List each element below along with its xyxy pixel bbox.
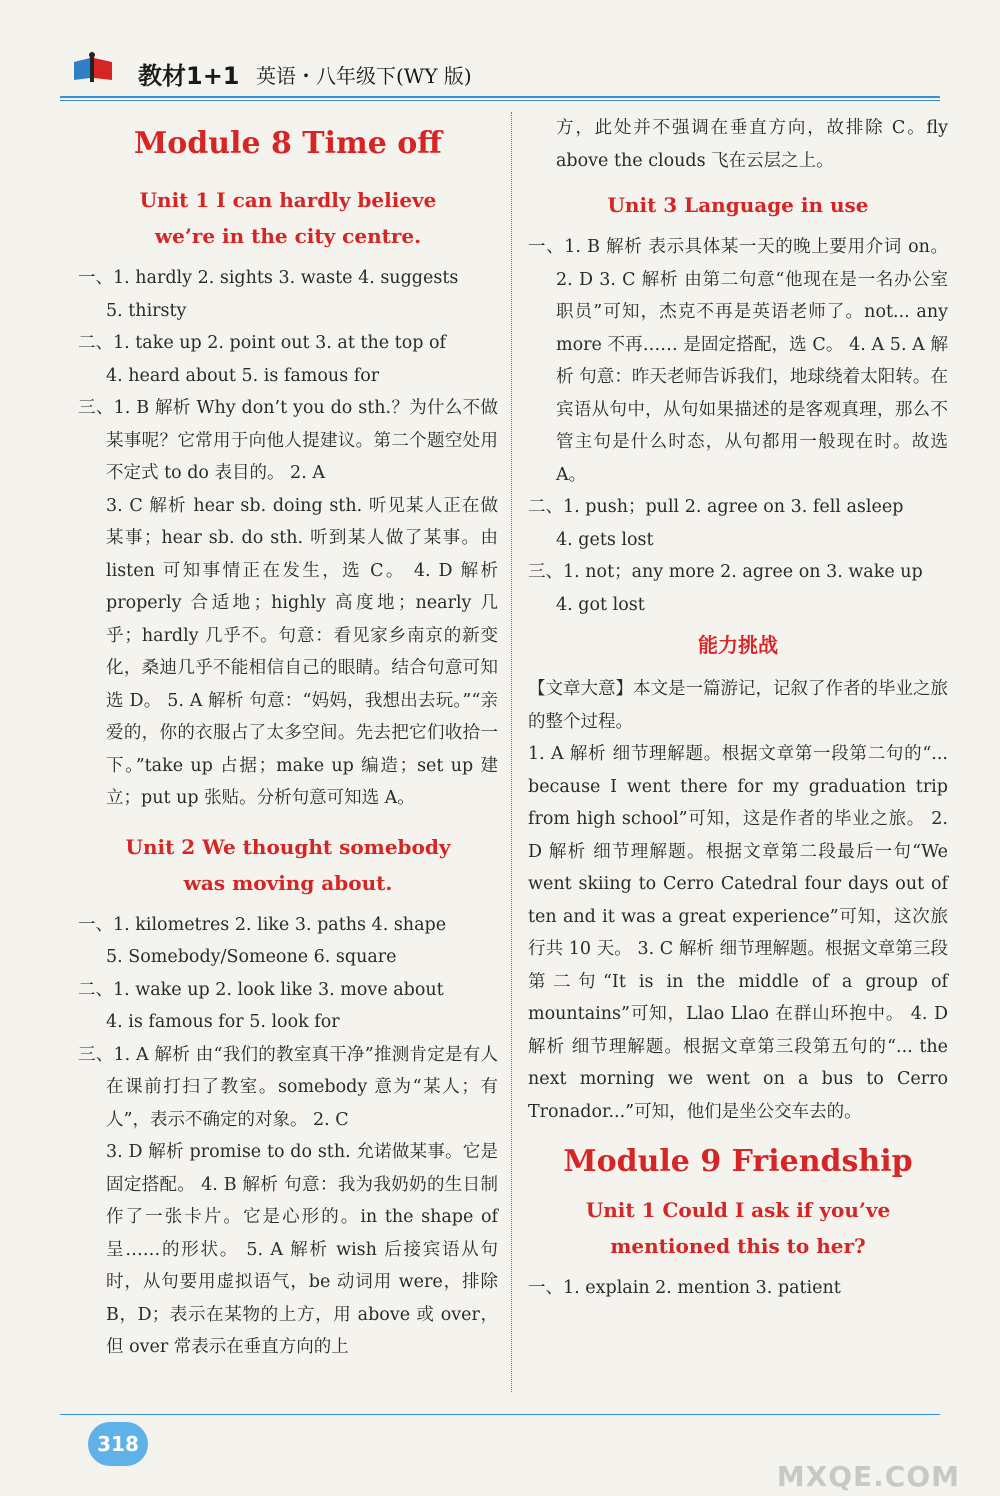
article-summary: 【文章大意】本文是一篇游记，记叙了作者的毕业之旅的整个过程。 [528,679,948,732]
module-8-title: Module 8 Time off [134,126,442,161]
left-column [78,112,498,1364]
page-number: 318 [88,1422,148,1466]
unit-3-title: Unit 3 Language in use [607,193,869,217]
answer-line: 一、1. hardly 2. sights 3. waste 4. suggests [78,268,459,288]
unit-1-title [78,182,498,254]
book-logo-icon [70,52,116,86]
challenge-title: 能力挑战 [698,633,778,657]
answer-line: 一、1. kilometres 2. like 3. paths 4. shape [78,914,447,935]
right-column [528,112,948,1305]
module-9-unit-1-title-line2: mentioned this to her? [610,1234,866,1258]
answer-line: 三、1. not；any more 2. agree on 3. wake up [528,562,923,582]
answer-line: 二、1. take up 2. point out 3. at the top of [78,333,447,353]
footer-rule [60,1414,940,1415]
watermark-text: MXQE.COM [776,1460,960,1493]
answer-line: 5. Somebody/Someone 6. square [106,947,397,967]
answer-line: 二、1. wake up 2. look like 3. move about [78,979,444,1000]
answer-line: 4. is famous for 5. look for [106,1012,340,1032]
module-9-title: Module 9 Friendship [563,1144,913,1179]
answer-line: 5. thirsty [106,300,187,321]
answer-line: 4. heard about 5. is famous for [106,365,380,386]
unit-2-title-line2: was moving about. [183,870,393,895]
unit-1-title-line1: Unit 1 I can hardly believe [139,188,437,212]
answer-paragraph: 三、1. B 解析 Why don’t you do sth.？为什么不做某事呢？它常用于向他人提建议。第二个题空处用不定式 to do 表目的。 2. A [78,398,498,483]
answer-paragraph: 三、1. A 解析 由“我们的教室真干净”推测肯定是有人在课前打扫了教室。somebody 意为“某人；有人”，表示不确定的对象。 2. C [78,1044,498,1130]
unit-2-title [78,829,498,901]
answer-paragraph: 3. D 解析 promise to do sth. 允诺做某事。它是固定搭配。 4. B 解析 句意：我为我奶奶的生日制作了一张卡片。它是心形的。in the shape of 呈……的形状。 5. A 解析 wish 后接宾语从句时，从句要用虚拟语气，be 动词用 were，排除 B，D；表示在某物的上方，用 above 或 over，但 over 常表示在垂直方向的上 [106,1142,498,1357]
unit-2-title-line1: Unit 2 We thought somebody [125,834,451,859]
challenge-answers: 1. A 解析 细节理解题。根据文章第一段第二句的“... because I went there for my graduation trip from high school”可知，这是作者的毕业之旅。 2. D 解析 细节理解题。根据文章第二段最后一句“We went skiing to Cerro Catedral four days out of ten and it was a great experience”可知，这次旅行共 10 天。 3. C 解析 细节理解题。根据文章第三段第二句“It is in the middle of a group of mountains”可知，Llao Llao 在群山环抱中。 4. D 解析 细节理解题。根据文章第三段第五句的“... the next morning we went on a bus to Cerro Tronador...”可知，他们是坐公交车去的。 [528,744,948,1122]
answer-line: 二、1. push；pull 2. agree on 3. fell asleep [528,497,904,517]
answer-line: 4. gets lost [556,529,654,550]
answer-paragraph: 一、1. B 解析 表示具体某一天的晚上要用介词 on。 2. D 3. C 解析 由第二句意“他现在是一名办公室职员”可知，杰克不再是英语老师了。not... any more 不再…… 是固定搭配，选 C。 4. A 5. A 解析 句意：昨天老师告诉我们，地球绕着太阳转。在宾语从句中，从句如果描述的是客观真理，那么不管主句是什么时态，从句都用一般现在时。故选 A。 [528,237,948,485]
column-divider [511,112,512,1392]
book-subtitle: 英语・八年级下(WY 版) [256,64,472,88]
answer-line: 4. got lost [556,594,645,615]
book-title: 教材1+1 [138,62,240,90]
header-rule-thin [60,100,940,101]
module-9-unit-1-title [528,1192,948,1264]
header-rule [60,96,940,98]
continued-paragraph: 方，此处并不强调在垂直方向，故排除 C。fly above the clouds 飞在云层之上。 [556,118,948,171]
answer-line: 一、1. explain 2. mention 3. patient [528,1278,841,1298]
page-header [60,48,940,98]
module-9-unit-1-title-line1: Unit 1 Could I ask if you’ve [585,1198,891,1222]
answer-paragraph: 3. C 解析 hear sb. doing sth. 听见某人正在做某事；hear sb. do sth. 听到某人做了某事。由 listen 可知事情正在发生，选 C。 4. D 解析 properly 合适地；highly 高度地；nearly 几乎；hardly 几乎不。句意：看见家乡南京的新变化，桑迪几乎不能相信自己的眼睛。结合句意可知选 D。 5. A 解析 句意：“妈妈，我想出去玩。”“亲爱的，你的衣服占了太多空间。先去把它们收拾一下。”take up 占据；make up 编造；set up 建立；put up 张贴。分析句意可知选 A。 [106,495,498,808]
unit-1-title-line2: we’re in the city centre. [154,224,422,248]
